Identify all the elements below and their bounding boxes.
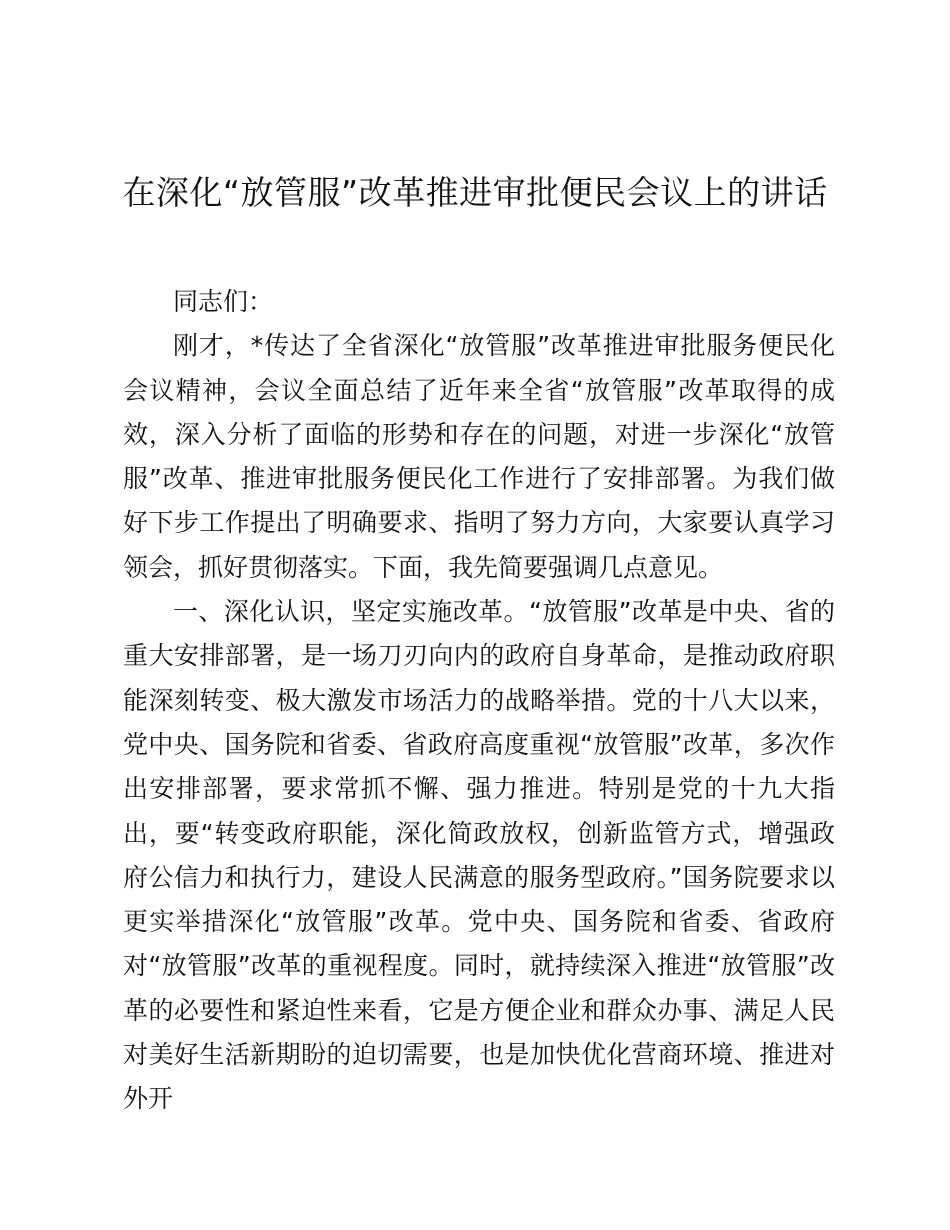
document-body [123,280,835,1122]
document-title: 在深化“放管服”改革推进审批便民会议上的讲话 [122,173,828,212]
salutation: 同志们： [173,287,274,316]
paragraph-1: 刚才，*传达了全省深化“放管服”改革推进审批服务便民化会议精神，会议全面总结了近年来全省“放管服”改革取得的成效，深入分析了面临的形势和存在的问题，对进一步深化“放管服”改革、推进审批服务便民化工作进行了安排部署。为我们做好下步工作提出了明确要求、指明了努力方向，大家要认真学习领会，抓好贯彻落实。下面，我先简要强调几点意见。 [123,331,835,582]
paragraph-2: 一、深化认识，坚定实施改革。“放管服”改革是中央、省的重大安排部署，是一场刀刃向内的政府自身革命，是推动政府职能深刻转变、极大激发市场活力的战略举措。党的十八大以来，党中央、国务院和省委、省政府高度重视“放管服”改革，多次作出安排部署，要求常抓不懈、强力推进。特别是党的十九大指出，要“转变政府职能，深化简政放权，创新监管方式，增强政府公信力和执行力，建设人民满意的服务型政府。”国务院要求以更实举措深化“放管服”改革。党中央、国务院和省委、省政府对“放管服”改革的重视程度。同时，就持续深入推进“放管服”改革的必要性和紧迫性来看，它是方便企业和群众办事、满足人民对美好生活新期盼的迫切需要，也是加快优化营商环境、推进对外开 [123,597,835,1114]
